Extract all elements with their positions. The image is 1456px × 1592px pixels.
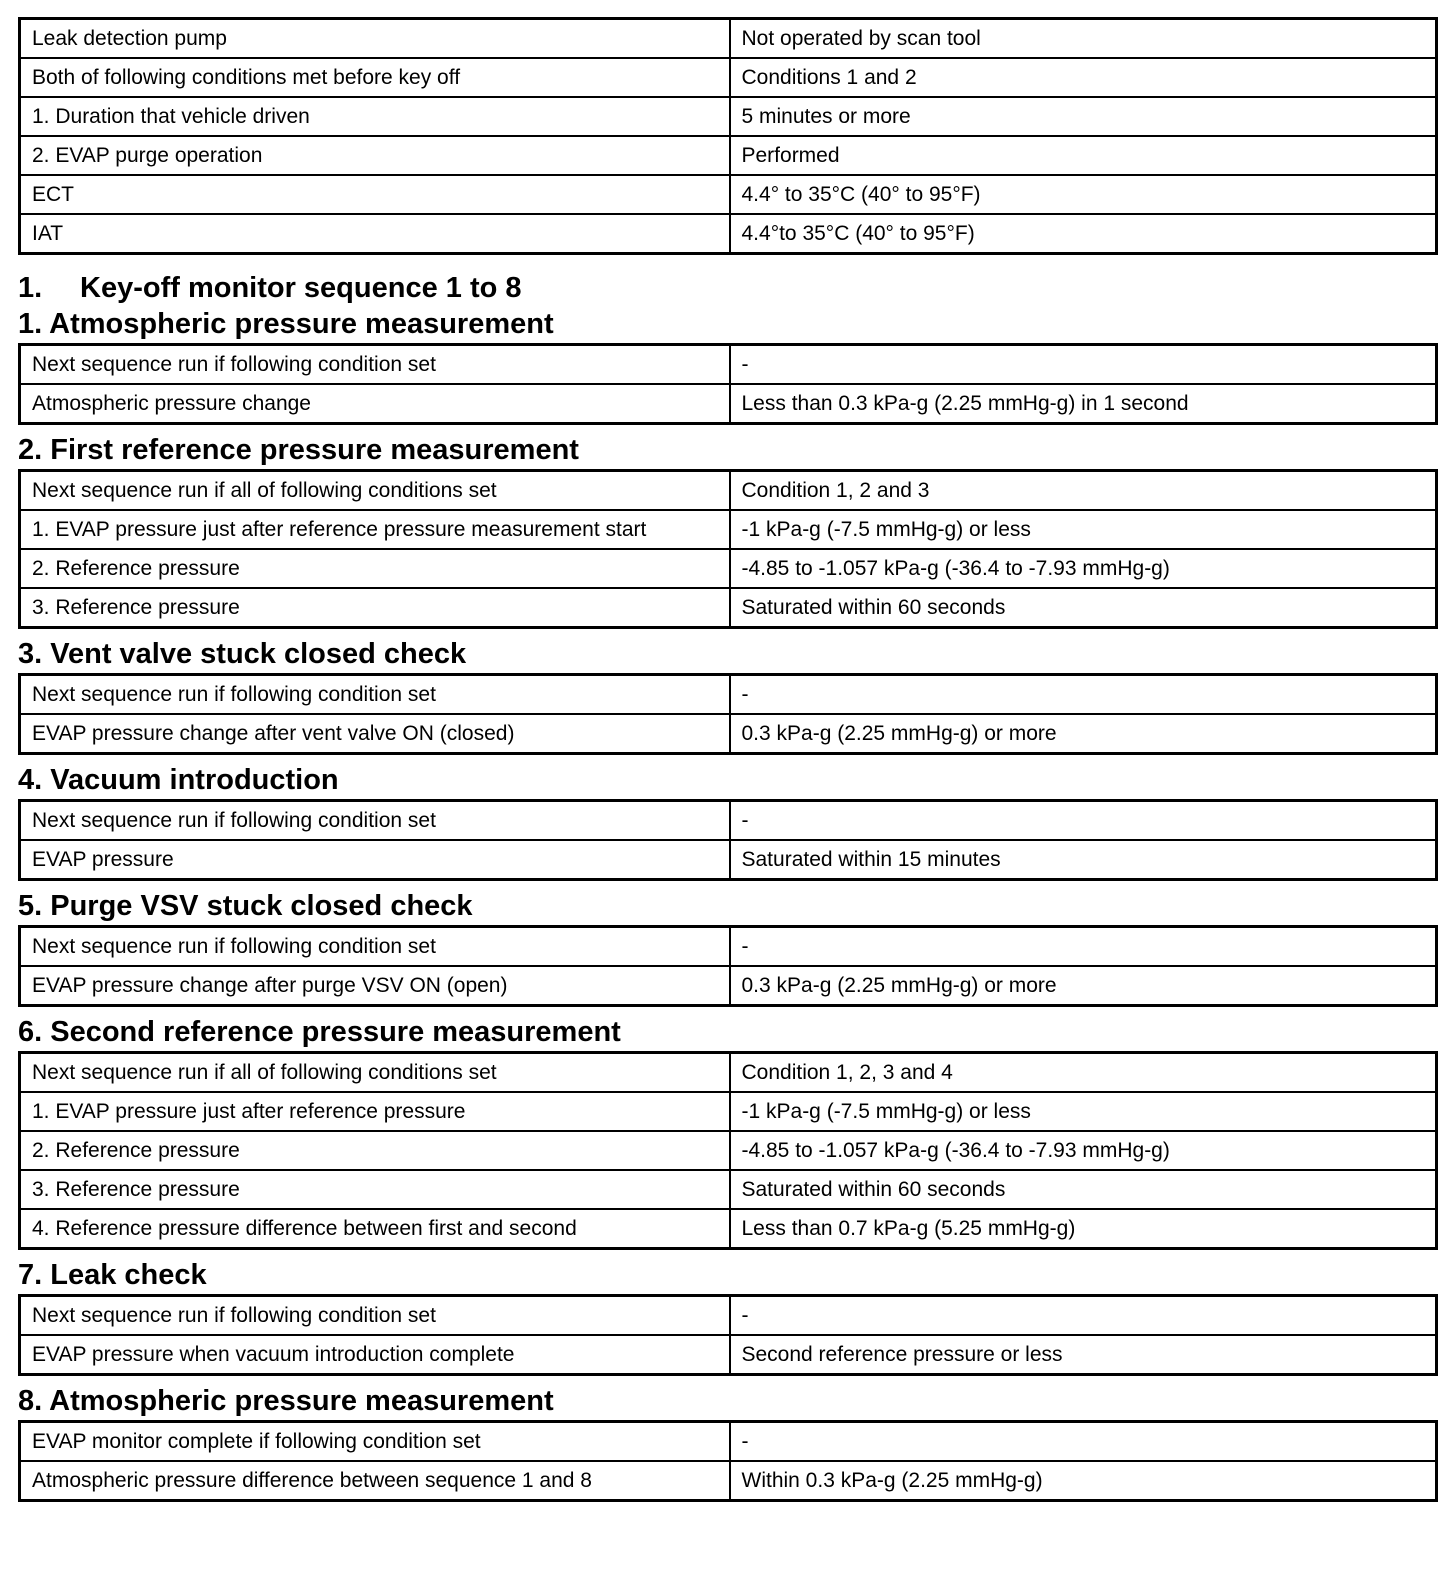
sequence-section-5 (18, 889, 1438, 1007)
condition-label-cell: Leak detection pump (20, 19, 730, 59)
section-row (20, 471, 1437, 511)
intro-conditions-table (18, 17, 1438, 255)
section-row (20, 927, 1437, 967)
sequence-section-3 (18, 637, 1438, 755)
section-heading: 4. Vacuum introduction (18, 764, 339, 796)
condition-label-cell: Atmospheric pressure change (20, 384, 730, 424)
section-heading: 1. Atmospheric pressure measurement (18, 308, 554, 340)
condition-label-cell: Next sequence run if following condition set (20, 345, 730, 385)
condition-value-cell: Saturated within 15 minutes (730, 840, 1437, 880)
section-heading: 5. Purge VSV stuck closed check (18, 890, 473, 922)
condition-value-cell: Not operated by scan tool (730, 19, 1437, 59)
condition-label-cell: Both of following conditions met before key off (20, 58, 730, 97)
section-table (18, 1420, 1438, 1502)
sequence-section-6 (18, 1015, 1438, 1250)
condition-value-cell: 4.4°to 35°C (40° to 95°F) (730, 214, 1437, 254)
sequence-section-4 (18, 763, 1438, 881)
condition-value-cell: Condition 1, 2 and 3 (730, 471, 1437, 511)
condition-label-cell: Next sequence run if all of following conditions set (20, 471, 730, 511)
section-table (18, 1294, 1438, 1376)
section-row (20, 1092, 1437, 1131)
condition-value-cell: 4.4° to 35°C (40° to 95°F) (730, 175, 1437, 214)
section-row (20, 549, 1437, 588)
section-row (20, 840, 1437, 880)
section-table (18, 799, 1438, 881)
condition-value-cell: Second reference pressure or less (730, 1335, 1437, 1375)
intro-row (20, 214, 1437, 254)
condition-value-cell: - (730, 1422, 1437, 1462)
condition-label-cell: EVAP pressure change after purge VSV ON (open) (20, 966, 730, 1006)
condition-label-cell: Next sequence run if following condition set (20, 927, 730, 967)
section-row (20, 1461, 1437, 1501)
condition-value-cell: - (730, 675, 1437, 715)
section-heading: 3. Vent valve stuck closed check (18, 638, 467, 670)
condition-label-cell: 1. EVAP pressure just after reference pressure (20, 1092, 730, 1131)
section-table (18, 925, 1438, 1007)
intro-row (20, 58, 1437, 97)
condition-label-cell: 3. Reference pressure (20, 588, 730, 628)
section-row (20, 966, 1437, 1006)
intro-row (20, 175, 1437, 214)
condition-label-cell: ECT (20, 175, 730, 214)
sequence-section-8 (18, 1384, 1438, 1502)
section-heading: 6. Second reference pressure measurement (18, 1016, 621, 1048)
condition-value-cell: 0.3 kPa-g (2.25 mmHg-g) or more (730, 966, 1437, 1006)
condition-value-cell: -1 kPa-g (-7.5 mmHg-g) or less (730, 510, 1437, 549)
condition-value-cell: - (730, 801, 1437, 841)
condition-label-cell: IAT (20, 214, 730, 254)
condition-value-cell: - (730, 927, 1437, 967)
condition-value-cell: Less than 0.7 kPa-g (5.25 mmHg-g) (730, 1209, 1437, 1249)
condition-value-cell: -4.85 to -1.057 kPa-g (-36.4 to -7.93 mmHg-g) (730, 1131, 1437, 1170)
section-row (20, 588, 1437, 628)
section-table (18, 469, 1438, 629)
condition-value-cell: Conditions 1 and 2 (730, 58, 1437, 97)
section-row (20, 1296, 1437, 1336)
condition-label-cell: EVAP pressure (20, 840, 730, 880)
condition-value-cell: -4.85 to -1.057 kPa-g (-36.4 to -7.93 mmHg-g) (730, 549, 1437, 588)
condition-value-cell: Saturated within 60 seconds (730, 1170, 1437, 1209)
condition-value-cell: 0.3 kPa-g (2.25 mmHg-g) or more (730, 714, 1437, 754)
condition-value-cell: - (730, 1296, 1437, 1336)
section-row (20, 1422, 1437, 1462)
condition-label-cell: Next sequence run if following condition set (20, 675, 730, 715)
condition-label-cell: 3. Reference pressure (20, 1170, 730, 1209)
condition-value-cell: Condition 1, 2, 3 and 4 (730, 1053, 1437, 1093)
main-heading-number: 1. (18, 272, 43, 304)
condition-label-cell: EVAP monitor complete if following condition set (20, 1422, 730, 1462)
section-row (20, 510, 1437, 549)
condition-value-cell: Less than 0.3 kPa-g (2.25 mmHg-g) in 1 second (730, 384, 1437, 424)
condition-label-cell: Next sequence run if following condition set (20, 801, 730, 841)
condition-label-cell: Atmospheric pressure difference between sequence 1 and 8 (20, 1461, 730, 1501)
condition-value-cell: Within 0.3 kPa-g (2.25 mmHg-g) (730, 1461, 1437, 1501)
condition-label-cell: EVAP pressure when vacuum introduction complete (20, 1335, 730, 1375)
section-row (20, 801, 1437, 841)
condition-value-cell: 5 minutes or more (730, 97, 1437, 136)
condition-label-cell: 1. Duration that vehicle driven (20, 97, 730, 136)
intro-row (20, 136, 1437, 175)
section-row (20, 1170, 1437, 1209)
section-row (20, 1209, 1437, 1249)
section-row (20, 384, 1437, 424)
condition-value-cell: - (730, 345, 1437, 385)
condition-label-cell: 2. Reference pressure (20, 1131, 730, 1170)
section-row (20, 1335, 1437, 1375)
condition-label-cell: Next sequence run if following condition set (20, 1296, 730, 1336)
sequence-section-1 (18, 307, 1438, 425)
condition-value-cell: -1 kPa-g (-7.5 mmHg-g) or less (730, 1092, 1437, 1131)
section-table (18, 343, 1438, 425)
condition-label-cell: Next sequence run if all of following conditions set (20, 1053, 730, 1093)
condition-label-cell: 2. EVAP purge operation (20, 136, 730, 175)
section-row (20, 714, 1437, 754)
condition-label-cell: 1. EVAP pressure just after reference pressure measurement start (20, 510, 730, 549)
section-heading: 7. Leak check (18, 1259, 207, 1291)
section-row (20, 1053, 1437, 1093)
section-heading: 8. Atmospheric pressure measurement (18, 1385, 554, 1417)
sequence-section-2 (18, 433, 1438, 629)
section-table (18, 673, 1438, 755)
main-heading-text: Key-off monitor sequence 1 to 8 (80, 272, 522, 304)
section-heading: 2. First reference pressure measurement (18, 434, 579, 466)
sequence-section-7 (18, 1258, 1438, 1376)
intro-row (20, 97, 1437, 136)
intro-row (20, 19, 1437, 59)
condition-value-cell: Performed (730, 136, 1437, 175)
condition-label-cell: EVAP pressure change after vent valve ON (closed) (20, 714, 730, 754)
main-heading (18, 271, 1438, 305)
condition-label-cell: 4. Reference pressure difference between first and second (20, 1209, 730, 1249)
section-row (20, 675, 1437, 715)
condition-label-cell: 2. Reference pressure (20, 549, 730, 588)
sequence-sections (18, 307, 1438, 1502)
document-page (18, 17, 1438, 1502)
section-table (18, 1051, 1438, 1250)
section-row (20, 345, 1437, 385)
condition-value-cell: Saturated within 60 seconds (730, 588, 1437, 628)
section-row (20, 1131, 1437, 1170)
